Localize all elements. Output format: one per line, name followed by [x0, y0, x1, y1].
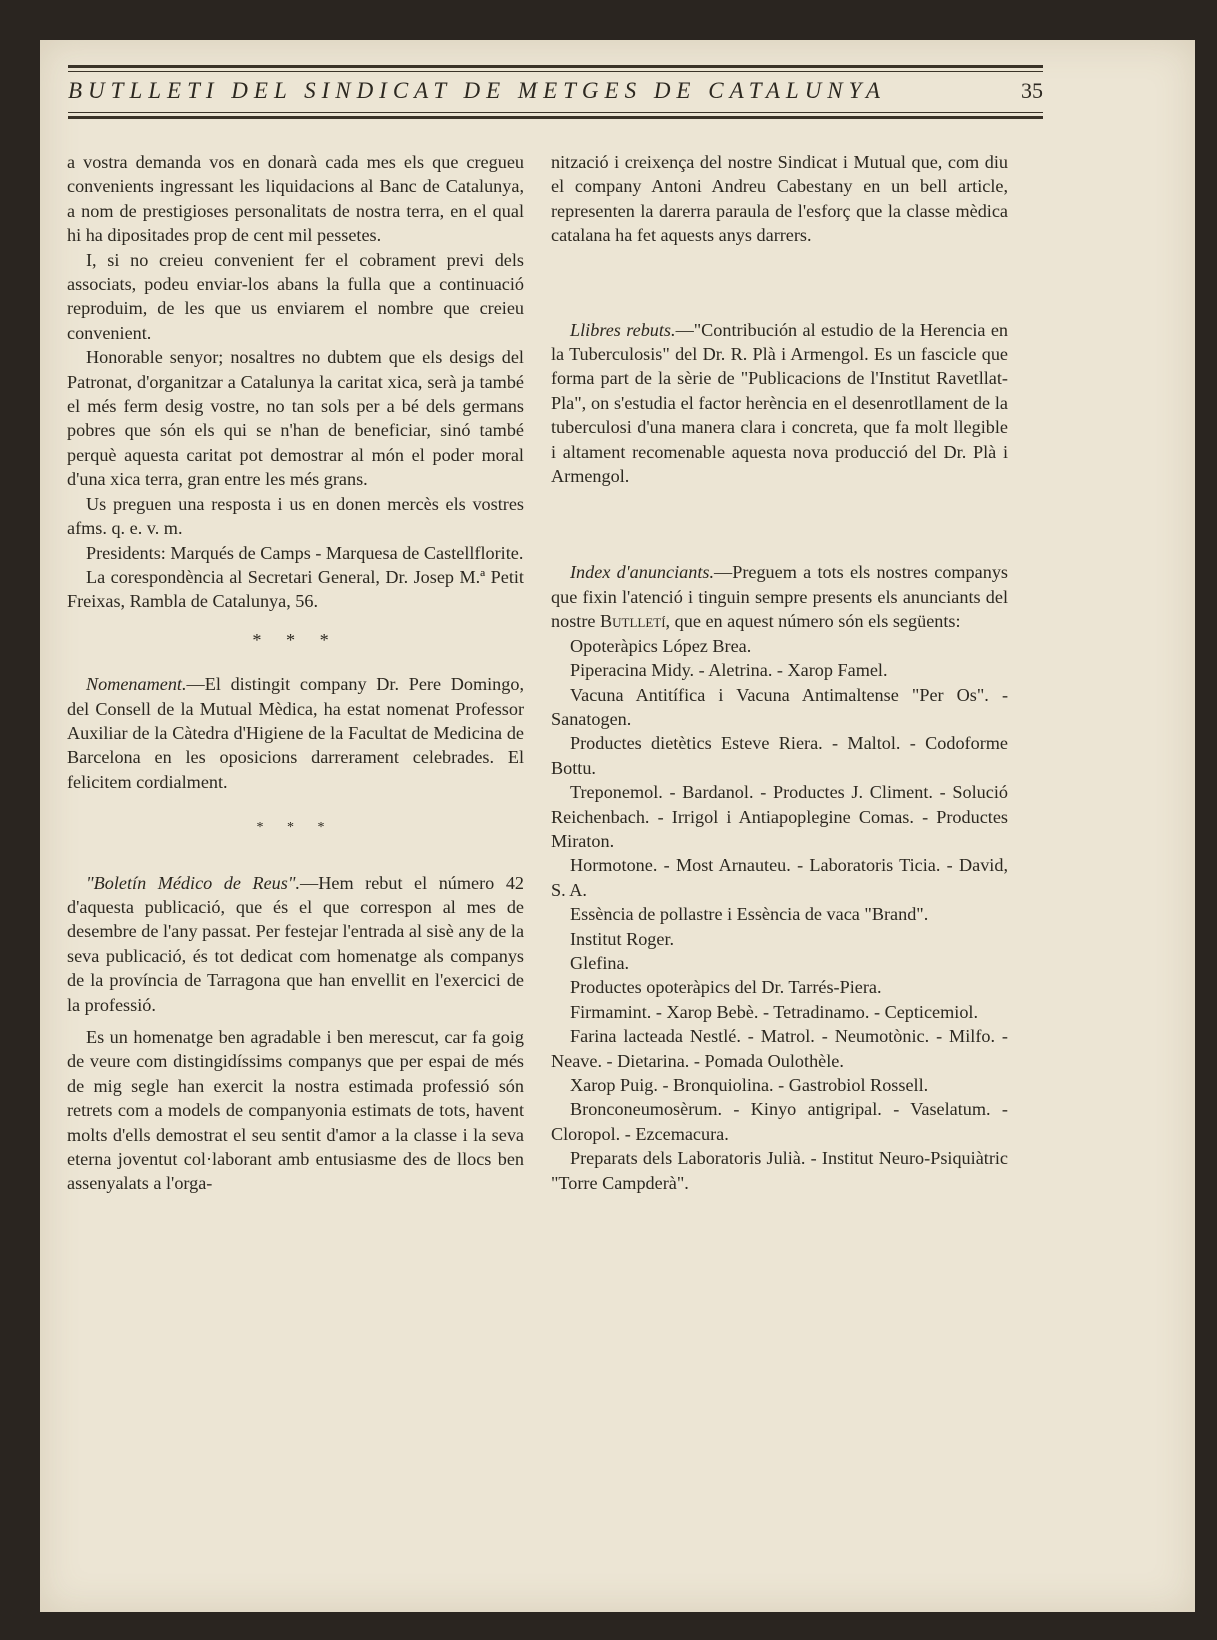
butlleti-word: Butlletí, — [600, 611, 671, 632]
page-header — [68, 65, 1043, 119]
section-title: "Boletín Médico de Reus". — [86, 872, 301, 893]
header-bottom-rule — [68, 116, 1043, 119]
advertiser-item: Bronconeumosèrum. - Kinyo antigripal. - Vaselatum. - Cloropol. - Ezcemacura. — [551, 1099, 1008, 1144]
boletin-section — [67, 871, 524, 1017]
paragraph: nització i creixença del nostre Sindicat i Mutual que, com diu el company Antoni Andreu Cabestany en un bell article, representen la darerra paraula de l'esforç que la classe mèdica catalana ha fet aquests anys darrers. — [551, 152, 1008, 246]
advertiser-item: Xarop Puig. - Bronquiolina. - Gastrobiol Rossell. — [570, 1075, 929, 1095]
advertiser-item: Hormotone. - Most Arnauteu. - Laboratoris Ticia. - David, S. A. — [551, 855, 1008, 900]
nomenament-section — [67, 672, 524, 794]
section-text: —Preguem a tots els nostres companys que fixin l'atenció i tinguin sempre presents els anunciants del nostre — [551, 562, 1008, 632]
right-column — [551, 150, 1008, 1195]
section-title: Nomenament. — [86, 674, 187, 695]
paragraph: I, si no creieu convenient fer el cobrament previ dels associats, podeu enviar-los abans la fulla que a continuació reproduim, de les que us enviarem el nombre que creieu convenient. — [67, 249, 524, 343]
section-text: —El distingit company Dr. Pere Domingo, del Consell de la Mutual Mèdica, ha estat nomenat Professor Auxiliar de la Càtedra d'Higiene de la Facultat de Medicina de Barcelona en les oposicions darrerament celebrades. El felicitem cordialment. — [67, 674, 524, 792]
header-row — [68, 72, 1043, 109]
section-text: que en aquest número són els següents: — [670, 611, 961, 632]
page-number: 35 — [1021, 78, 1043, 103]
paragraph: La corespondència al Secretari General, Dr. Josep M.ª Petit Freixas, Rambla de Catalunya, 56. — [67, 566, 524, 612]
header-top-rule — [68, 65, 1043, 68]
section-separator: * * * — [252, 629, 339, 650]
paragraph: Es un homenatge ben agradable i ben merescut, car fa goig de veure com distingidíssims companys que per espai de més de mig segle han exercit la nostra estimada professió són retrets com a models de companyonia estimats de tots, havent molts d'ells demostrat el seu sentit d'amor a la classe i la seva eterna joventut col·laborant amb entusiasme des de llocs ben assenyalats a l'orga- — [67, 1027, 524, 1194]
advertiser-item: Preparats dels Laboratoris Julià. - Institut Neuro-Psiquiàtric "Torre Campderà". — [551, 1148, 1008, 1193]
paragraph: a vostra demanda vos en donarà cada mes els que cregueu convenients ingressant les liquidacions al Banc de Catalunya, a nom de prestigioses personalitats de nostra terra, en el qual hi ha dipositades prop de cent mil pessetes. — [67, 152, 524, 246]
journal-title: BUTLLETI DEL SINDICAT DE METGES DE CATALUNYA — [68, 78, 886, 103]
section-title: Index d'anunciants. — [570, 562, 715, 583]
advertiser-item: Institut Roger. — [570, 928, 675, 949]
advertiser-item: Farina lacteada Nestlé. - Matrol. - Neumotònic. - Milfo. - Neave. - Dietarina. - Pomada Oulothèle. — [551, 1026, 1008, 1071]
paragraph: Presidents: Marqués de Camps - Marquesa de Castellflorite. — [86, 542, 524, 563]
advertiser-item: Piperacina Midy. - Aletrina. - Xarop Famel. — [570, 660, 888, 681]
advertiser-item: Firmamint. - Xarop Bebè. - Tetradinamo. - Cepticemiol. — [570, 1001, 979, 1022]
section-separator: * * * — [256, 820, 335, 836]
section-text: —Hem rebut el número 42 d'aquesta publicació, que és el que correspon al mes de desembre de l'any passat. Per festejar l'entrada al sisè any de la seva publicació, és tot dedicat com homenatge als companys de la província de Tarragona que han envellit en l'exercici de la professió. — [67, 872, 525, 1015]
advertiser-item: Opoteràpics López Brea. — [570, 635, 752, 656]
section-title: Llibres rebuts. — [570, 319, 676, 340]
section-text: —"Contribución al estudio de la Herencia en la Tuberculosis" del Dr. R. Plà i Armengol. Es un fascicle que forma part de la sèrie de "Publicacions de l'Institut Ravetllat-Pla", on s'estudia el factor herència en el desenrotllament de la tuberculosi d'una manera clara i concreta, que fa molt llegible i altament recomenable aquesta nova producció del Dr. Plà i Armengol. — [551, 319, 1008, 487]
llibres-section — [551, 318, 1008, 489]
advertiser-item: Treponemol. - Bardanol. - Productes J. Climent. - Solució Reichenbach. - Irrigol i Antiapoplegine Comas. - Productes Miraton. — [551, 782, 1008, 851]
paragraph: Honorable senyor; nosaltres no dubtem que els desigs del Patronat, d'organitzar a Catalunya la caritat xica, serà ja també el més ferm desig vostre, no tan sols per a bé dels germans pobres que són els qui se n'han de beneficiar, sinó també perquè aquesta caritat pot demostrar al món el poder moral d'una xica terra, gran entre les més grans. — [67, 347, 524, 490]
advertiser-item: Productes dietètics Esteve Riera. - Maltol. - Codoforme Bottu. — [551, 733, 1008, 778]
left-column — [67, 150, 524, 1196]
advertisers-list — [551, 634, 1008, 1195]
paragraph: Us preguen una resposta i us en donen mercès els vostres afms. q. e. v. m. — [67, 493, 524, 539]
advertiser-item: Essència de pollastre i Essència de vaca "Brand". — [570, 904, 929, 925]
advertiser-item: Glefina. — [570, 952, 630, 973]
header-bottom-rule-thin — [68, 112, 1043, 113]
index-section — [551, 560, 1008, 633]
advertiser-item: Productes opoteràpics del Dr. Tarrés-Piera. — [570, 977, 882, 998]
advertiser-item: Vacuna Antitífica i Vacuna Antimaltense "Per Os". - Sanatogen. — [551, 684, 1008, 729]
